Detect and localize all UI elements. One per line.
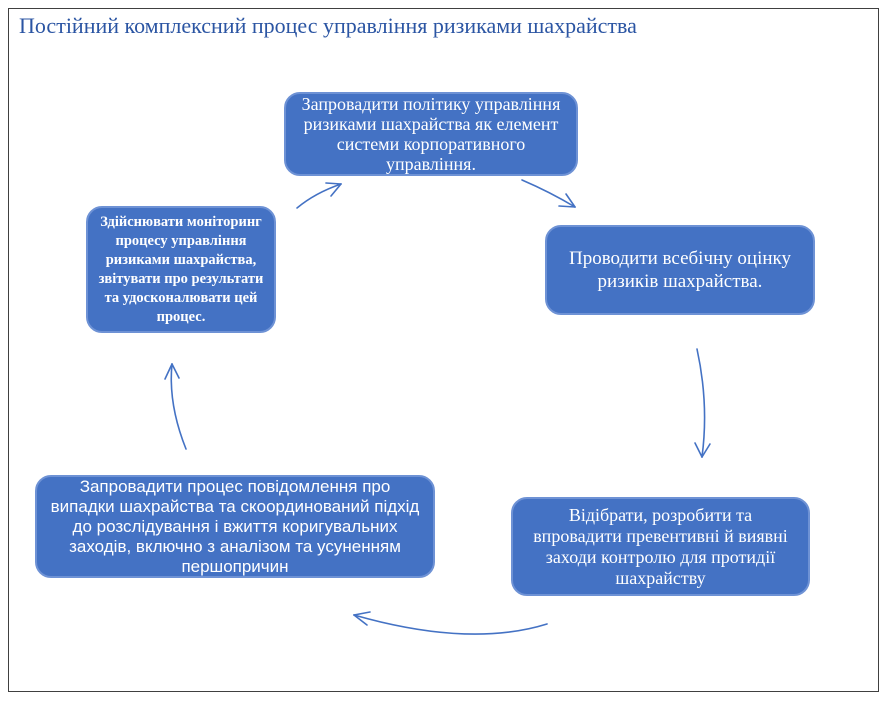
cycle-step-controls-label: Відібрати, розробити та впровадити превентивні й виявні заходи контролю для протидії шахрайству (533, 504, 788, 588)
diagram-title: Постійний комплексний процес управління ризиками шахрайства (19, 13, 637, 38)
cycle-step-risk-assessment-label: Проводити всебічну оцінку ризиків шахрайства. (568, 248, 792, 292)
cycle-step-controls (511, 497, 810, 596)
cycle-step-reporting-process (35, 475, 435, 578)
cycle-step-reporting-process-label: Запровадити процес повідомлення про випадки шахрайства та скоординований підхід до розслідування і вжиття коригувальних заходів, включно з аналізом та усуненням першопричин (50, 476, 420, 576)
cycle-step-monitoring (86, 206, 276, 333)
cycle-step-policy (284, 92, 578, 176)
cycle-step-policy-label: Запровадити політику управління ризиками шахрайства як елемент системи корпоративного управління. (301, 94, 561, 174)
cycle-step-monitoring-label: Здійснювати моніторинг процесу управління ризиками шахрайства, звітувати про результати та удосконалювати цей процес. (98, 213, 264, 325)
cycle-step-risk-assessment (545, 225, 815, 315)
